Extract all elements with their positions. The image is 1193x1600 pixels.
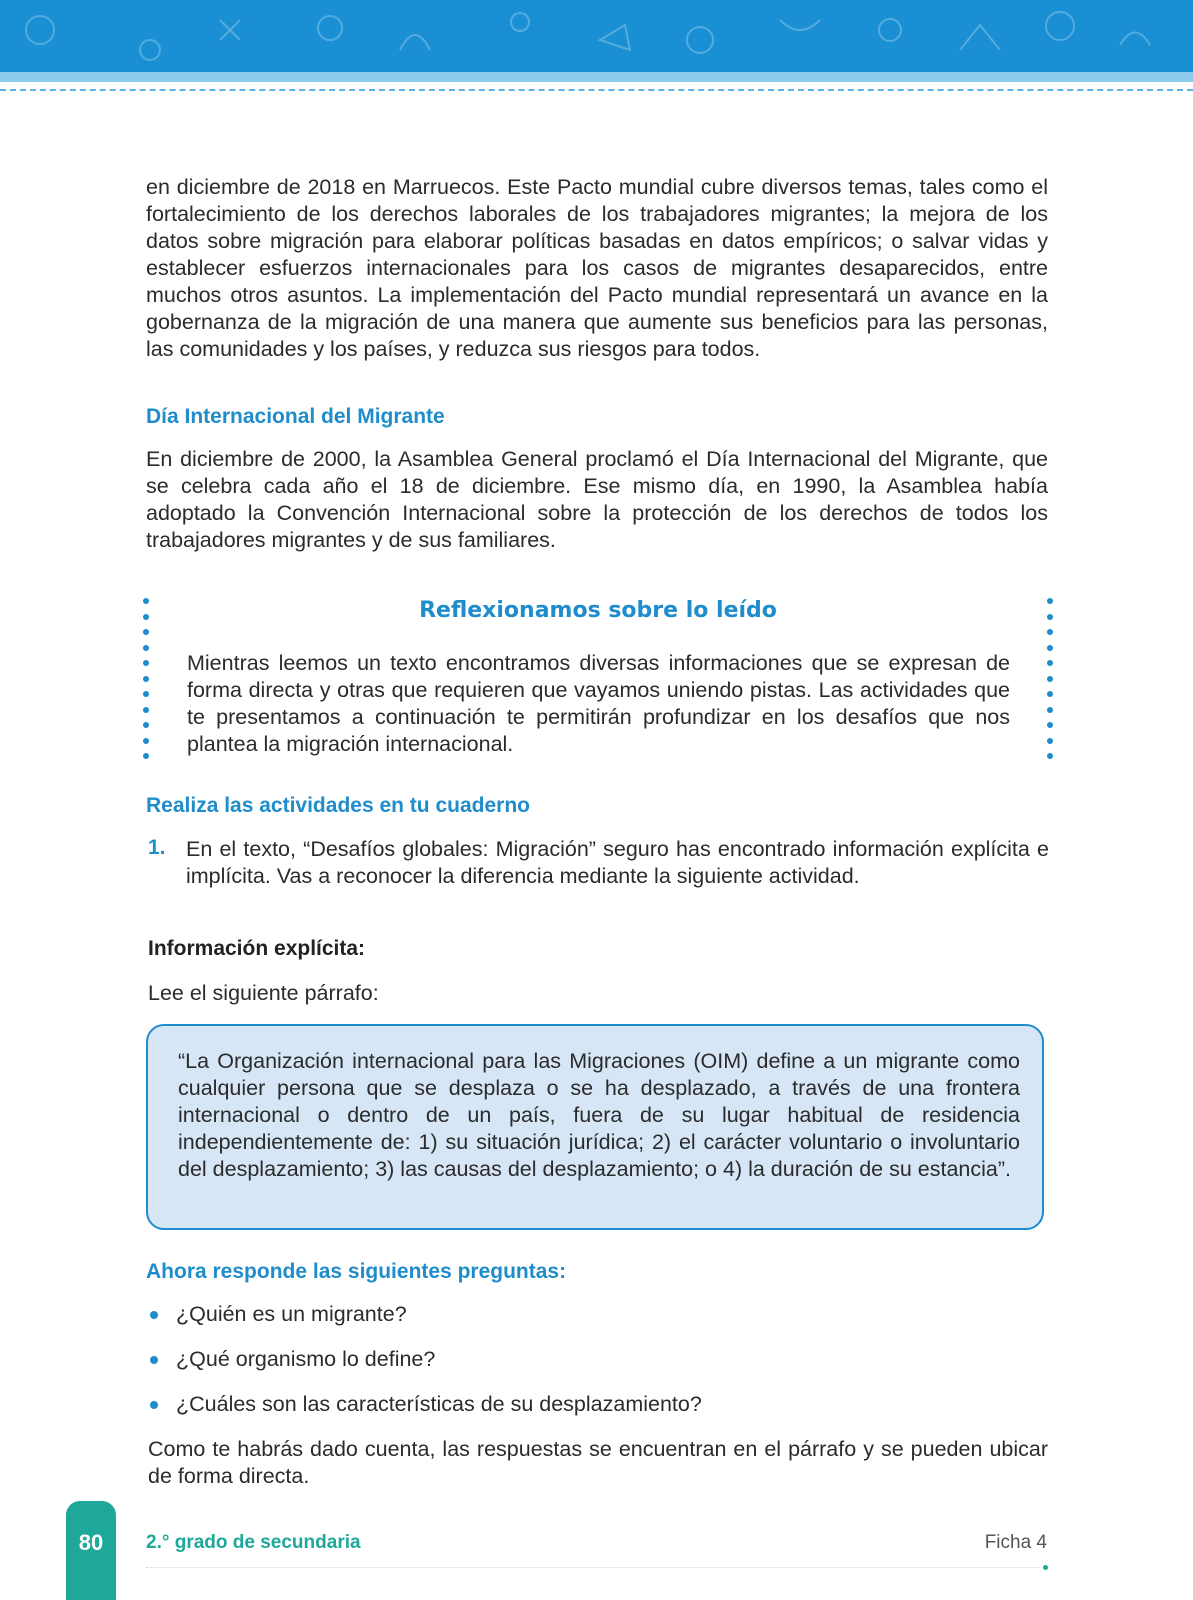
quote-box [146,1024,1044,1230]
header-divider [0,89,1193,91]
read-prompt: Lee el siguiente párrafo: [148,981,379,1005]
header-band [0,0,1193,72]
activities-heading: Realiza las actividades en tu cuaderno [146,794,530,817]
activity-number: 1. [148,836,166,859]
page-number: 80 [78,1530,104,1555]
list-item [148,1392,1028,1437]
footer-divider [146,1567,1046,1568]
reflection-text: Mientras leemos un texto encontramos diversas informaciones que se expresan de forma directa y otras que requieren que vayamos uniendo pistas. Las actividades que te presentamos a continuación te permitirán profundizar en los desafíos que nos plantea la migración internacional. [187,651,1010,756]
questions-heading: Ahora responde las siguientes preguntas: [146,1260,567,1283]
header-stripe [0,72,1193,82]
dia-heading: Día Internacional del Migrante [146,405,445,428]
bullet-icon [150,1356,158,1364]
footer-grade: 2.° grado de secundaria [146,1532,361,1553]
doodle-pattern-icon [0,0,1193,72]
quote-text: “La Organización internacional para las Migraciones (OIM) define a un migrante como cualquier persona que se desplaza o se ha desplazado, a través de una frontera internacional o dentro de un país, fuera de su lugar habitual de residencia independientemente de: 1) su situación jurídica; 2) el carácter voluntario o involuntario del desplazamiento; 3) las causas del desplazamiento; o 4) la duración de su estancia”. [178,1049,1020,1181]
explicit-label: Información explícita: [148,937,366,960]
footer-dot-icon [1043,1565,1048,1570]
question-text: ¿Quién es un migrante? [176,1302,407,1326]
bullet-icon [150,1311,158,1319]
closing-paragraph: Como te habrás dado cuenta, las respuestas se encuentran en el párrafo y se pueden ubicar de forma directa. [148,1437,1048,1488]
question-text: ¿Cuáles son las características de su desplazamiento? [176,1392,702,1416]
questions-list [148,1302,1028,1437]
question-text: ¿Qué organismo lo define? [176,1347,436,1371]
intro-paragraph: en diciembre de 2018 en Marruecos. Este Pacto mundial cubre diversos temas, tales como el fortalecimiento de los derechos laborales de los trabajadores migrantes; la mejora de los datos sobre migración para elaborar políticas basadas en datos empíricos; o salvar vidas y establecer esfuerzos internacionales para los casos de migrantes desaparecidos, entre muchos otros asuntos. La implementación del Pacto mundial representará un avance en la gobernanza de la migración de una manera que aumente sus beneficios para las personas, las comunidades y los países, y reduzca sus riesgos para todos. [146,175,1048,361]
list-item [148,1302,1028,1347]
reflection-box [143,598,1053,764]
list-item [148,1347,1028,1392]
activity-text: En el texto, “Desafíos globales: Migración” seguro has encontrado información explícita e implícita. Vas a reconocer la diferencia mediante la siguiente actividad. [186,837,1049,888]
dia-paragraph: En diciembre de 2000, la Asamblea General proclamó el Día Internacional del Migrante, que se celebra cada año el 18 de diciembre. Ese mismo día, en 1990, la Asamblea había adoptado la Convención Internacional sobre la protección de los derechos de todos los trabajadores migrantes y de sus familiares. [146,447,1048,552]
reflection-title: Reflexionamos sobre lo leído [419,598,777,623]
footer-ficha: Ficha 4 [984,1532,1047,1553]
bullet-icon [150,1401,158,1409]
